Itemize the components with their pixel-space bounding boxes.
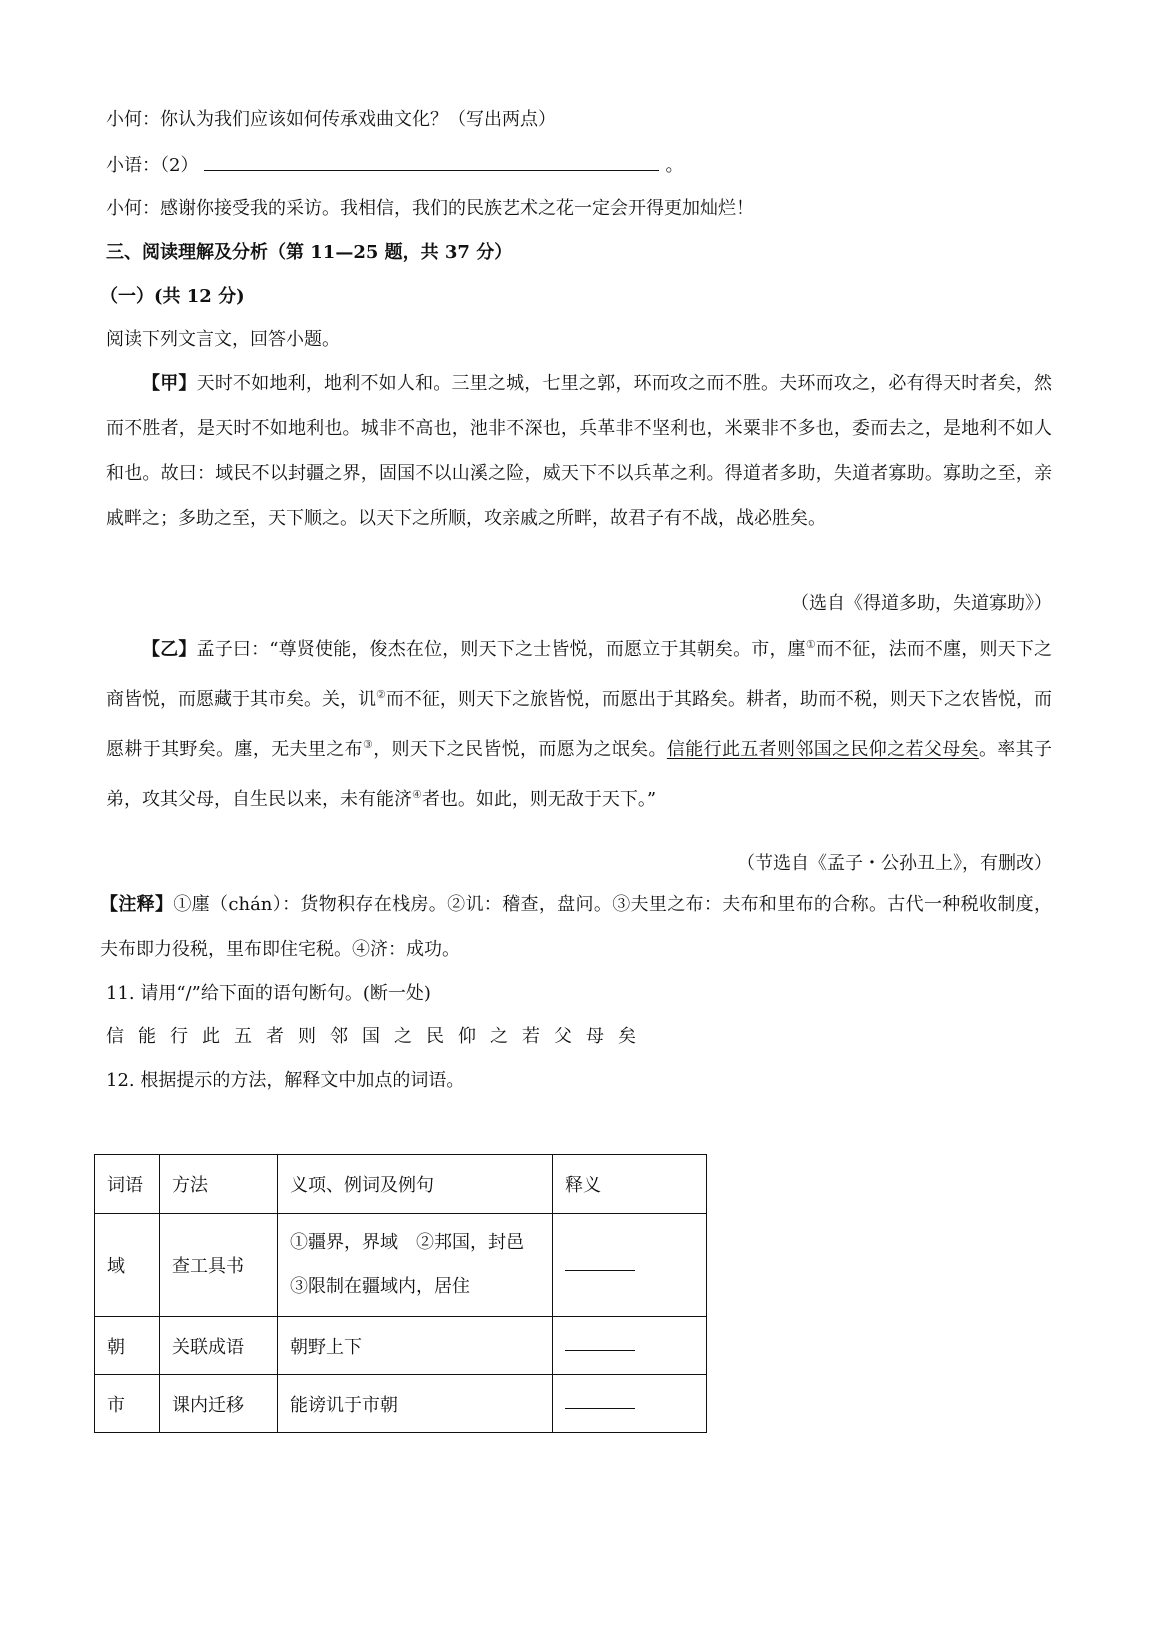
- row-meanings: 能谤讥于市朝: [278, 1375, 553, 1433]
- q11-sentence[interactable]: 信能行此五者则邻国之民仰之若父母矣: [106, 1026, 650, 1047]
- row-word: 市: [95, 1375, 160, 1433]
- passage-jia-label: 【甲】: [142, 373, 197, 394]
- row-answer-cell[interactable]: [553, 1214, 707, 1317]
- notes: [100, 882, 1052, 972]
- passage-yi-text-3: 而不征，则天下之旅皆悦，而愿出于其路矣。耕者，助而不税，则天下之农皆悦，而愿耕于其野矣。廛，无夫里之布: [106, 689, 1053, 760]
- passage-yi-text-6: 者也。如此，则无敌于天下。”: [421, 789, 657, 810]
- notes-label: 【注释】: [100, 894, 174, 915]
- table-header-row: [95, 1155, 707, 1214]
- row-method: 查工具书: [160, 1214, 278, 1317]
- row-method: 课内迁移: [160, 1375, 278, 1433]
- answer-end: 。: [665, 155, 684, 176]
- row-method: 关联成语: [160, 1317, 278, 1375]
- row-meanings: [278, 1214, 553, 1317]
- passage-yi: [106, 622, 1052, 822]
- passage-jia: [106, 361, 1052, 541]
- answer-blank[interactable]: [565, 1268, 635, 1271]
- section-title: 三、阅读理解及分析（第 11—25 题，共 37 分）: [106, 242, 513, 263]
- row-meaning-line1: ①疆界，界域 ②邦国，封邑: [290, 1232, 524, 1253]
- note-marker-1: ①: [805, 638, 816, 651]
- answer-blank[interactable]: [565, 1406, 635, 1409]
- instruction: 阅读下列文言文，回答小题。: [106, 329, 340, 350]
- part-title: （一）(共 12 分): [100, 286, 245, 307]
- dialogue-question: 小何：你认为我们应该如何传承戏曲文化？（写出两点）: [106, 109, 556, 130]
- header-answer: 释义: [553, 1155, 707, 1214]
- passage-yi-text-2: 而不征，法而不廛，则天下之商皆悦，而愿藏于其市矣。关，讥: [106, 639, 1052, 710]
- table-row: [95, 1317, 707, 1375]
- notes-text: ①廛（chán）：货物积存在栈房。②讥：稽查，盘问。③夫里之布：夫布和里布的合称。古代一种税收制度，夫布即力役税，里布即住宅税。④济：成功。: [100, 894, 1053, 960]
- passage-jia-source: （选自《得道多助，失道寡助》）: [791, 593, 1052, 614]
- dialogue-thanks: 小何：感谢你接受我的采访。我相信，我们的民族艺术之花一定会开得更加灿烂！: [106, 198, 754, 219]
- row-meaning-line2: ③限制在疆域内，居住: [290, 1276, 470, 1297]
- passage-yi-text-1: 孟子曰：“尊贤使能，俊杰在位，则天下之士皆悦，而愿立于其朝矣。市，廛: [196, 639, 806, 660]
- row-answer-cell[interactable]: [553, 1375, 707, 1433]
- passage-jia-text: 天时不如地利，地利不如人和。三里之城，七里之郭，环而攻之而不胜。夫环而攻之，必有得天时者矣，然而不胜者，是天时不如地利也。城非不高也，池非不深也，兵革非不坚利也，米粟非不多也，委而去之，是地利不如人和也。故曰：域民不以封疆之界，固国不以山溪之险，威天下不以兵革之利。得道者多助，失道者寡助。寡助之至，亲戚畔之；多助之至，天下顺之。以天下之所顺，攻亲戚之所畔，故君子有不战，战必胜矣。: [106, 373, 1053, 529]
- passage-yi-source: （节选自《孟子・公孙丑上》，有删改）: [737, 853, 1052, 874]
- note-marker-3: ③: [362, 738, 374, 751]
- header-word: 词语: [95, 1155, 160, 1214]
- header-meanings: 义项、例词及例句: [278, 1155, 553, 1214]
- header-method: 方法: [160, 1155, 278, 1214]
- q12-stem: 12. 根据提示的方法，解释文中加点的词语。: [106, 1070, 465, 1091]
- row-answer-cell[interactable]: [553, 1317, 707, 1375]
- note-marker-4: ④: [412, 788, 422, 801]
- row-word: 朝: [95, 1317, 160, 1375]
- row-word: 域: [95, 1214, 160, 1317]
- note-marker-2: ②: [376, 688, 386, 701]
- answer-prefix: 小语：（2）: [106, 155, 199, 176]
- answer-blank[interactable]: [565, 1348, 635, 1351]
- dialogue-answer-line: [106, 152, 683, 179]
- passage-yi-text-5: 。率其子弟，攻其父母，自生民以来，未有能济: [106, 739, 1053, 810]
- q11-stem: 11. 请用“/”给下面的语句断句。(断一处): [106, 983, 431, 1004]
- passage-yi-text-4: ，则天下之民皆悦，而愿为之氓矣。: [373, 739, 667, 760]
- q12-table: [94, 1154, 707, 1433]
- table-row: [95, 1375, 707, 1433]
- answer-blank[interactable]: [204, 152, 659, 171]
- underlined-sentence: 信能行此五者则邻国之民仰之若父母矣: [666, 739, 979, 760]
- passage-yi-label: 【乙】: [142, 639, 197, 660]
- table-row: [95, 1214, 707, 1317]
- row-meanings: 朝野上下: [278, 1317, 553, 1375]
